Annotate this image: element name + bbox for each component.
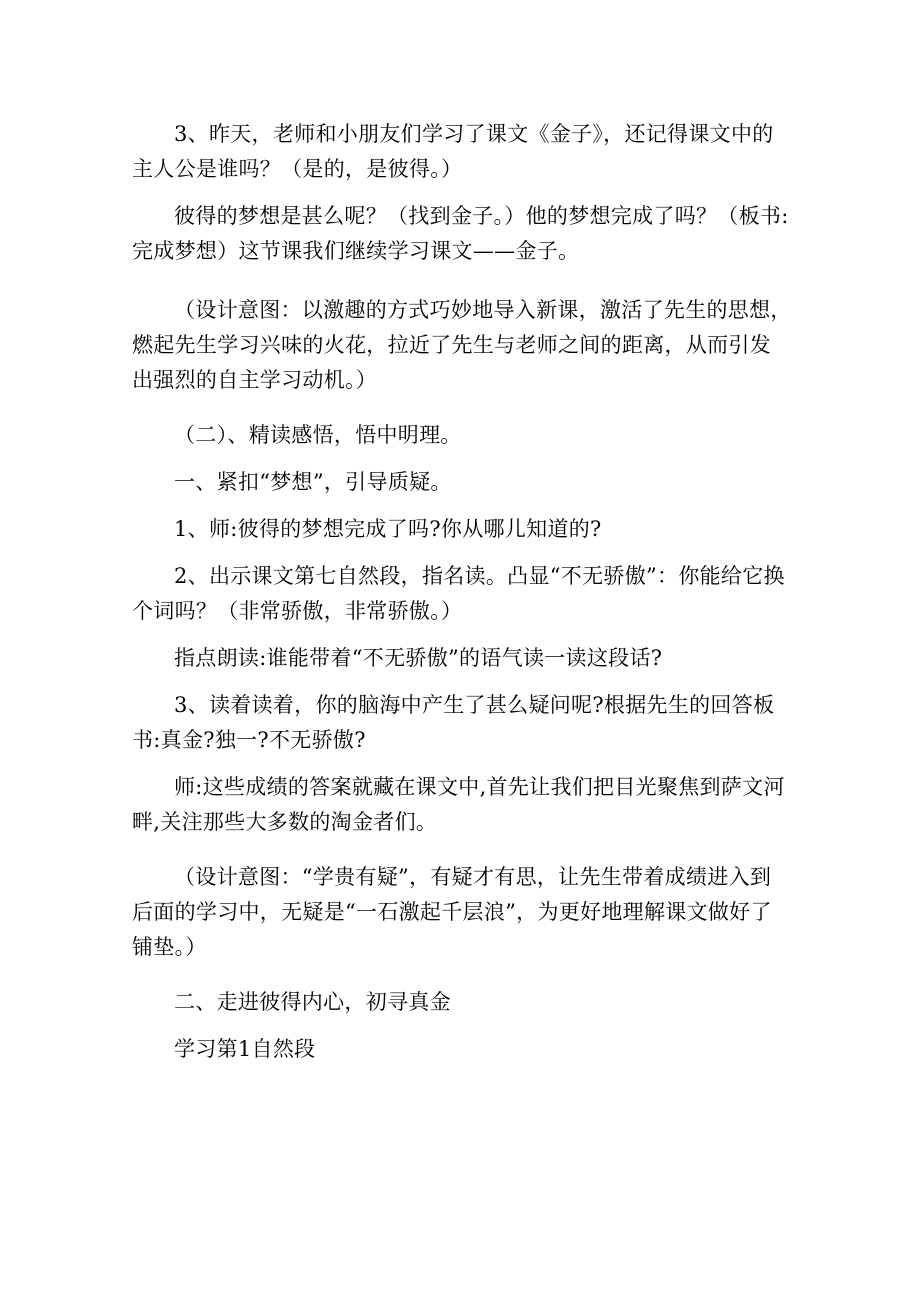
paragraph-review-question: 3、昨天，老师和小朋友们学习了课文《金子》，还记得课文中的主人公是谁吗？（是的，是彼得。） xyxy=(132,122,774,181)
paragraph-step-3: 3、读着读着，你的脑海中产生了甚么疑问呢?根据先生的回答板书:真金?独一?不无骄傲? xyxy=(132,693,775,752)
paragraph-study-section: 学习第1自然段 xyxy=(174,1037,316,1061)
document-body xyxy=(132,117,792,1067)
paragraph-dream-question: 彼得的梦想是甚么呢？（找到金子。）他的梦想完成了吗？（板书:完成梦想）这节课我们继续学习课文——金子。 xyxy=(132,204,789,263)
paragraph-teacher-note: 师:这些成绩的答案就藏在课文中,首先让我们把目光聚焦到萨文河畔,关注那些大多数的淘金者们。 xyxy=(132,775,785,834)
paragraph-step-2: 2、出示课文第七自然段，指名读。凸显“不无骄傲”：你能给它换个词吗？（非常骄傲，非常骄傲。） xyxy=(132,564,785,623)
section-heading-part-two: 二、走进彼得内心，初寻真金 xyxy=(174,990,451,1014)
paragraph-step-1: 1、师:彼得的梦想完成了吗?你从哪儿知道的? xyxy=(174,517,602,541)
subheading-dream: 一、紧扣“梦想”，引导质疑。 xyxy=(174,470,452,494)
paragraph-guided-reading: 指点朗读:谁能带着“不无骄傲”的语气读一读这段话? xyxy=(174,646,663,670)
section-heading-close-reading: （二）、精读感悟，悟中明理。 xyxy=(174,423,462,447)
paragraph-design-intent-2: （设计意图：“学贵有疑”，有疑才有思，让先生带着成绩进入到后面的学习中，无疑是“一石激起千层浪”，为更好地理解课文做好了铺垫。） xyxy=(132,865,772,959)
paragraph-design-intent-1: （设计意图：以激趣的方式巧妙地导入新课，激活了先生的思想，燃起先生学习兴味的火花，拉近了先生与老师之间的距离，从而引发出强烈的自主学习动机。） xyxy=(132,298,792,392)
